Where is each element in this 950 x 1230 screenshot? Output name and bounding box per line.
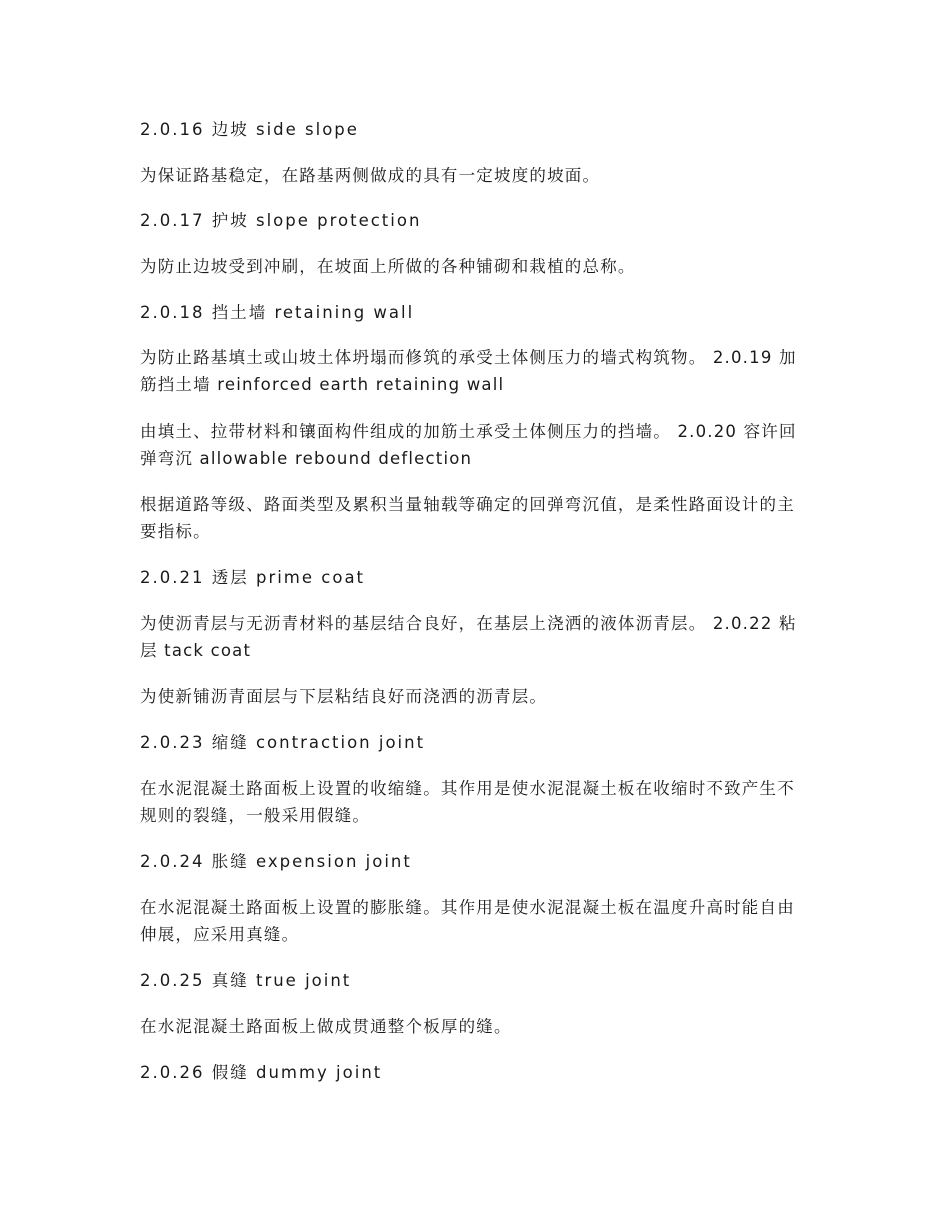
clause-2-0-17-heading: 2.0.17 护坡 slope protection <box>140 211 422 230</box>
clause-2-0-26-heading: 2.0.26 假缝 dummy joint <box>140 1063 383 1082</box>
clause-2-0-24-heading: 2.0.24 胀缝 expension joint <box>140 852 412 871</box>
clause-2-0-16-heading: 2.0.16 边坡 side slope <box>140 120 359 139</box>
clause-2-0-21-definition: 为使沥青层与无沥青材料的基层结合良好，在基层上浇洒的液体沥青层。 2.0.22 粘层 tack coat <box>140 614 797 660</box>
clause-2-0-18-definition: 为防止路基填土或山坡土体坍塌而修筑的承受土体侧压力的墙式构筑物。 2.0.19 加筋挡土墙 reinforced earth retaining wall <box>140 348 797 394</box>
clause-2-0-19-definition: 由填土、拉带材料和镶面构件组成的加筋土承受土体侧压力的挡墙。 2.0.20 容许回弹弯沉 allowable rebound deflection <box>140 422 797 468</box>
clause-2-0-25-definition: 在水泥混凝土路面板上做成贯通整个板厚的缝。 <box>140 1017 512 1036</box>
clause-2-0-23-definition: 在水泥混凝土路面板上设置的收缩缝。其作用是使水泥混凝土板在收缩时不致产生不规则的裂缝，一般采用假缝。 <box>140 779 795 825</box>
clause-2-0-20-definition: 根据道路等级、路面类型及累积当量轴载等确定的回弹弯沉值，是柔性路面设计的主要指标。 <box>140 495 795 541</box>
clause-2-0-16-definition: 为保证路基稳定，在路基两侧做成的具有一定坡度的坡面。 <box>140 166 601 185</box>
clause-2-0-25-heading: 2.0.25 真缝 true joint <box>140 971 352 990</box>
clause-2-0-21-heading: 2.0.21 透层 prime coat <box>140 568 366 587</box>
clause-2-0-24-definition: 在水泥混凝土路面板上设置的膨胀缝。其作用是使水泥混凝土板在温度升高时能自由伸展，应采用真缝。 <box>140 898 795 944</box>
clause-2-0-22-definition: 为使新铺沥青面层与下层粘结良好而浇洒的沥青层。 <box>140 687 548 706</box>
clause-2-0-18-heading: 2.0.18 挡土墙 retaining wall <box>140 303 415 322</box>
clause-2-0-23-heading: 2.0.23 缩缝 contraction joint <box>140 733 426 752</box>
clause-2-0-17-definition: 为防止边坡受到冲刷，在坡面上所做的各种铺砌和栽植的总称。 <box>140 257 636 276</box>
